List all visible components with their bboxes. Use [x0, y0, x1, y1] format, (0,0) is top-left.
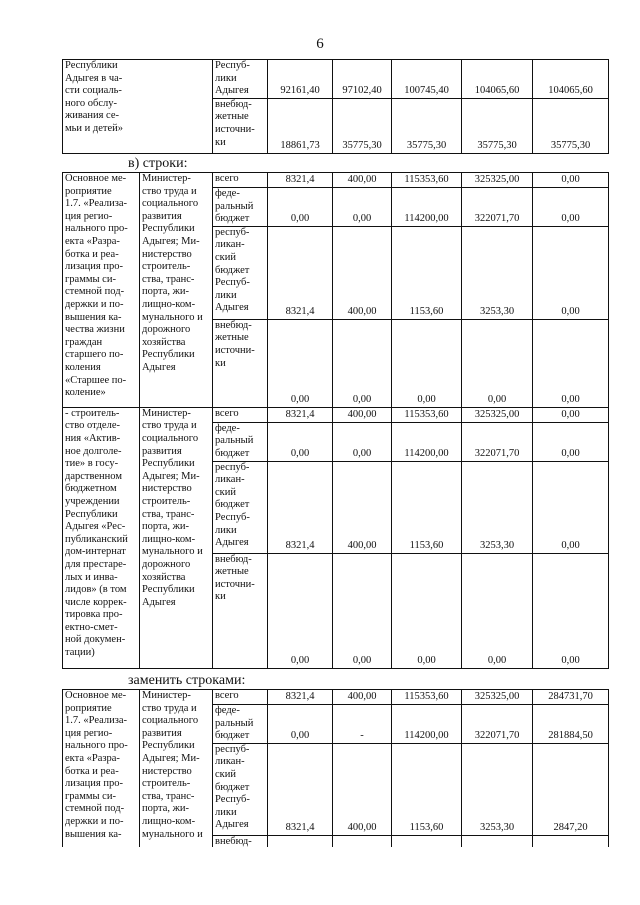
funding-source	[213, 690, 268, 705]
funding-source-line: бюджет	[215, 781, 250, 793]
executor-cell-line: ства, транс-	[142, 273, 195, 285]
measure-description-line: Республики	[65, 60, 118, 71]
amount-cell: 3253,30	[462, 226, 533, 319]
measure-description-line: бюджетном	[65, 483, 117, 495]
table-original-rows	[62, 172, 609, 669]
measure-description-line: дом-интернат	[65, 546, 126, 558]
funding-source-line: ский	[215, 486, 236, 498]
executor-cell-line: строитель-	[142, 261, 191, 273]
amount-cell: 0,00	[333, 319, 392, 407]
amount-cell: 0,00	[268, 422, 333, 461]
executor-cell-line: ство труда и	[142, 420, 197, 432]
measure-description-line: мьи и детей»	[65, 122, 124, 134]
amount-cell: 8321,4	[268, 461, 333, 553]
funding-source-line: лики	[215, 289, 237, 301]
executor-cell-line: социального	[142, 715, 199, 727]
measure-description-line: Основное ме-	[65, 690, 127, 701]
measure-description-line: «Старшее по-	[65, 374, 127, 386]
executor-cell-line: Адыгея; Ми-	[142, 752, 200, 764]
funding-source-line: Адыгея	[215, 302, 249, 314]
amount-cell: 104065,60	[462, 60, 533, 99]
funding-source	[213, 173, 268, 188]
amount-cell: 322071,70	[462, 188, 533, 227]
amount-cell: 1153,60	[392, 226, 462, 319]
funding-source-line: феде-	[215, 422, 240, 434]
table-row	[63, 60, 609, 99]
amount-cell: 0,00	[533, 173, 609, 188]
measure-description-line: Адыгея «Рес-	[65, 521, 126, 533]
measure-description-line: ботка и реа-	[65, 765, 119, 777]
amount-cell: 0,00	[533, 461, 609, 553]
executor-cell-line: Республики	[142, 349, 195, 361]
amount-cell: 0,00	[268, 319, 333, 407]
funding-source-line: Адыгея	[215, 819, 249, 831]
measure-description-line: ция регио-	[65, 210, 113, 222]
executor-cell-line: Министер-	[142, 173, 191, 184]
executor-cell-line: Министер-	[142, 407, 191, 419]
measure-description-line: екта «Разра-	[65, 235, 120, 247]
amount-cell: 0,00	[533, 407, 609, 422]
measure-description-line: ектно-смет-	[65, 621, 118, 633]
funding-source-line: источни-	[215, 578, 255, 590]
amount-cell: 92161,40	[268, 60, 333, 99]
funding-source-line: жетные	[215, 111, 249, 123]
measure-description	[63, 690, 140, 862]
amount-cell: 114200,00	[392, 422, 462, 461]
amount-cell: 104065,60	[533, 60, 609, 99]
funding-source-line: лики	[215, 524, 237, 536]
measure-description-line: роприятие	[65, 702, 112, 714]
funding-source-line: всего	[215, 407, 239, 419]
funding-source-line: Респуб-	[215, 511, 250, 523]
measure-description-line: коление»	[65, 387, 106, 399]
measure-description-line: екта «Разра-	[65, 752, 120, 764]
executor-cell-line: лищно-ком-	[142, 815, 196, 827]
measure-description-line: коления	[65, 361, 101, 373]
executor-cell-line: мунального и	[142, 311, 203, 323]
amount-cell: 325325,00	[462, 407, 533, 422]
funding-source-line: бюджет	[215, 730, 250, 742]
funding-source-line: Респуб-	[215, 277, 250, 289]
measure-description-line: вышения ка-	[65, 311, 122, 323]
amount-cell: 2847,20	[533, 743, 609, 835]
funding-source-line: ликан-	[215, 239, 245, 251]
executor-cell-line: порта, жи-	[142, 286, 189, 298]
amount-cell: 114200,00	[392, 188, 462, 227]
amount-cell: 400,00	[333, 226, 392, 319]
executor-cell-line: Адыгея	[142, 361, 176, 373]
measure-description-line: граждан	[65, 336, 103, 348]
funding-source	[213, 422, 268, 461]
funding-source-line: лики	[215, 806, 237, 818]
measure-description-line: 1.7. «Реализа-	[65, 198, 128, 210]
measure-description-line: стемной под-	[65, 286, 125, 298]
executor-cell-line: развития	[142, 727, 182, 739]
amount-cell: 0,00	[268, 188, 333, 227]
funding-source	[213, 461, 268, 553]
measure-description-line: держки и по-	[65, 298, 124, 310]
amount-cell: 0,00	[268, 553, 333, 668]
amount-cell: 3253,30	[462, 743, 533, 835]
funding-source-line: ки	[215, 136, 226, 148]
measure-description-line: ботка и реа-	[65, 248, 119, 260]
funding-source-line: ки	[215, 357, 226, 369]
funding-source-line: лики	[215, 72, 237, 84]
amount-cell: 0,00	[392, 319, 462, 407]
measure-description-line: Основное ме-	[65, 173, 127, 184]
amount-cell: 0,00	[462, 553, 533, 668]
funding-source	[213, 188, 268, 227]
measure-description-line: Адыгея в ча-	[65, 72, 123, 84]
executor-cell-line: Республики	[142, 458, 195, 470]
amount-cell: 0,00	[533, 319, 609, 407]
executor-cell-line: дорожного	[142, 324, 191, 336]
amount-cell: 35775,30	[462, 98, 533, 153]
amount-cell: 100745,40	[392, 60, 462, 99]
measure-description-line: учреждении	[65, 495, 120, 507]
measure-description-line: граммы си-	[65, 273, 116, 285]
funding-source	[213, 226, 268, 319]
amount-cell: 8321,4	[268, 407, 333, 422]
funding-source-line: ский	[215, 768, 236, 780]
executor-cell-line: строитель-	[142, 495, 191, 507]
amount-cell: 0,00	[533, 226, 609, 319]
executor-cell-line: Республики	[142, 223, 195, 235]
amount-cell: 35775,30	[333, 98, 392, 153]
funding-source-line: Адыгея	[215, 85, 249, 97]
funding-source-line: феде-	[215, 705, 240, 716]
executor-cell-line: ства, транс-	[142, 508, 195, 520]
amount-cell: 1153,60	[392, 743, 462, 835]
measure-description-line: ное долголе-	[65, 445, 122, 457]
amount-cell: 35775,30	[533, 98, 609, 153]
measure-description-line: вышения ка-	[65, 828, 122, 840]
funding-source-line: внебюд-	[215, 553, 252, 565]
amount-cell: 97102,40	[333, 60, 392, 99]
funding-source	[213, 60, 268, 99]
amount-cell: 35775,30	[392, 98, 462, 153]
executor-cell-line: нистерство	[142, 248, 192, 260]
amount-cell: 322071,70	[462, 705, 533, 744]
executor-cell-line: порта, жи-	[142, 521, 189, 533]
funding-source-line: жетные	[215, 332, 249, 344]
executor-cell-line: развития	[142, 445, 182, 457]
executor-cell	[140, 690, 213, 862]
executor-cell-line: ства, транс-	[142, 790, 195, 802]
amount-cell: 400,00	[333, 690, 392, 705]
executor-cell-line: Министер-	[142, 690, 191, 701]
funding-source-line: Респуб-	[215, 60, 250, 71]
measure-description-line: живания се-	[65, 110, 119, 122]
funding-source-line: феде-	[215, 188, 240, 199]
amount-cell: 325325,00	[462, 173, 533, 188]
amount-cell: 115353,60	[392, 690, 462, 705]
measure-description-line: Республики	[65, 508, 118, 520]
amount-cell: 0,00	[333, 188, 392, 227]
amount-cell: 0,00	[392, 553, 462, 668]
measure-description-line: граммы си-	[65, 790, 116, 802]
funding-source-line: Адыгея	[215, 537, 249, 549]
executor-cell-line: нистерство	[142, 765, 192, 777]
funding-source-line: ликан-	[215, 474, 245, 486]
measure-description	[63, 60, 213, 154]
amount-cell: 284731,70	[533, 690, 609, 705]
funding-source-line: бюджет	[215, 447, 250, 459]
amount-cell: -	[333, 705, 392, 744]
measure-description-line: лизация про-	[65, 778, 123, 790]
funding-source-line: внебюд-	[215, 98, 252, 110]
amount-cell: 1153,60	[392, 461, 462, 553]
measure-description-line: лидов» (в том	[65, 584, 127, 596]
executor-cell-line: ство труда и	[142, 702, 197, 714]
measure-description-line: для престаре-	[65, 558, 127, 570]
executor-cell-line: лищно-ком-	[142, 298, 196, 310]
funding-source-line: бюджет	[215, 213, 250, 225]
funding-source-line: внебюд-	[215, 319, 252, 331]
measure-description-line: лых и инва-	[65, 571, 118, 583]
measure-description-line: ной докумен-	[65, 634, 126, 646]
amount-cell: 115353,60	[392, 173, 462, 188]
funding-source-line: ральный	[215, 200, 254, 212]
amount-cell: 400,00	[333, 461, 392, 553]
measure-description-line: ство отделе-	[65, 420, 120, 432]
funding-source-line: жетные	[215, 566, 249, 578]
page-number: 6	[316, 36, 324, 52]
executor-cell-line: дорожного	[142, 558, 191, 570]
measure-description-line: нального про-	[65, 740, 128, 752]
heading-rows-to-replace: в) строки:	[128, 156, 188, 171]
table-row	[63, 690, 609, 705]
measure-description-line: держки и по-	[65, 815, 124, 827]
amount-cell: 18861,73	[268, 98, 333, 153]
measure-description-line: ция регио-	[65, 727, 113, 739]
amount-cell: 400,00	[333, 407, 392, 422]
table-row	[63, 407, 609, 422]
executor-cell-line: социального	[142, 432, 199, 444]
executor-cell-line: Адыгея; Ми-	[142, 235, 200, 247]
funding-source-line: внебюд-	[215, 835, 252, 847]
measure-description-line: чества жизни	[65, 324, 125, 336]
measure-description-line: старшего по-	[65, 349, 124, 361]
executor-cell-line: строитель-	[142, 778, 191, 790]
measure-description-line: роприятие	[65, 185, 112, 197]
executor-cell-line: Адыгея; Ми-	[142, 470, 200, 482]
funding-source-line: респуб-	[215, 461, 250, 473]
funding-source	[213, 743, 268, 835]
heading-replace-with: заменить строками:	[128, 673, 246, 688]
measure-description-line: тие» в госу-	[65, 458, 119, 470]
funding-source-line: бюджет	[215, 264, 250, 276]
measure-description-line: публиканский	[65, 533, 128, 545]
amount-cell: 0,00	[333, 553, 392, 668]
measure-description-line: ного обслу-	[65, 97, 118, 109]
funding-source-line: ки	[215, 591, 226, 603]
funding-source-line: Респуб-	[215, 794, 250, 806]
executor-cell-line: Республики	[142, 740, 195, 752]
executor-cell-line: социального	[142, 198, 199, 210]
amount-cell: 8321,4	[268, 690, 333, 705]
table-new-rows	[62, 689, 609, 862]
executor-cell-line: лищно-ком-	[142, 533, 196, 545]
measure-description-line: сти социаль-	[65, 85, 122, 97]
executor-cell-line: мунального и	[142, 546, 203, 558]
measure-description-line: тации)	[65, 647, 95, 659]
executor-cell-line: порта, жи-	[142, 803, 189, 815]
measure-description-line: дарственном	[65, 470, 122, 482]
funding-source	[213, 553, 268, 668]
amount-cell: 400,00	[333, 743, 392, 835]
amount-cell: 8321,4	[268, 226, 333, 319]
amount-cell: 115353,60	[392, 407, 462, 422]
funding-source-line: ральный	[215, 717, 254, 729]
measure-description	[63, 173, 140, 408]
executor-cell-line: ство труда и	[142, 185, 197, 197]
amount-cell: 0,00	[268, 705, 333, 744]
amount-cell: 3253,30	[462, 461, 533, 553]
measure-description	[63, 407, 140, 668]
measure-description-line: тировка про-	[65, 609, 123, 621]
measure-description-line: ния «Актив-	[65, 432, 121, 444]
table-row	[63, 173, 609, 188]
executor-cell-line: хозяйства	[142, 571, 186, 583]
amount-cell: 8321,4	[268, 173, 333, 188]
funding-source-line: респуб-	[215, 226, 250, 238]
amount-cell: 325325,00	[462, 690, 533, 705]
executor-cell-line: мунального и	[142, 828, 203, 840]
executor-cell-line: Республики	[142, 584, 195, 596]
executor-cell-line: развития	[142, 210, 182, 222]
executor-cell	[140, 407, 213, 668]
funding-source-line: ральный	[215, 435, 254, 447]
amount-cell: 0,00	[462, 319, 533, 407]
funding-source-line: ский	[215, 251, 236, 263]
executor-cell-line: Адыгея	[142, 596, 176, 608]
executor-cell	[140, 173, 213, 408]
funding-source	[213, 705, 268, 744]
measure-description-line: 1.7. «Реализа-	[65, 715, 128, 727]
amount-cell: 0,00	[333, 422, 392, 461]
amount-cell: 8321,4	[268, 743, 333, 835]
measure-description-line: нального про-	[65, 223, 128, 235]
measure-description-line: числе коррек-	[65, 596, 127, 608]
table-continuation	[62, 59, 609, 154]
funding-source-line: источни-	[215, 344, 255, 356]
funding-source-line: всего	[215, 173, 239, 184]
funding-source	[213, 407, 268, 422]
amount-cell: 400,00	[333, 173, 392, 188]
executor-cell-line: хозяйства	[142, 336, 186, 348]
measure-description-line: лизация про-	[65, 261, 123, 273]
amount-cell: 0,00	[533, 188, 609, 227]
amount-cell: 114200,00	[392, 705, 462, 744]
amount-cell: 322071,70	[462, 422, 533, 461]
amount-cell: 0,00	[533, 422, 609, 461]
funding-source	[213, 319, 268, 407]
amount-cell: 281884,50	[533, 705, 609, 744]
funding-source-line: ликан-	[215, 756, 245, 768]
funding-source	[213, 98, 268, 153]
funding-source-line: респуб-	[215, 743, 250, 755]
funding-source-line: источни-	[215, 123, 255, 135]
measure-description-line: - строитель-	[65, 407, 120, 419]
funding-source-line: всего	[215, 690, 239, 701]
measure-description-line: стемной под-	[65, 803, 125, 815]
page-cutoff	[0, 847, 640, 905]
funding-source-line: бюджет	[215, 499, 250, 511]
executor-cell-line: нистерство	[142, 483, 192, 495]
amount-cell: 0,00	[533, 553, 609, 668]
